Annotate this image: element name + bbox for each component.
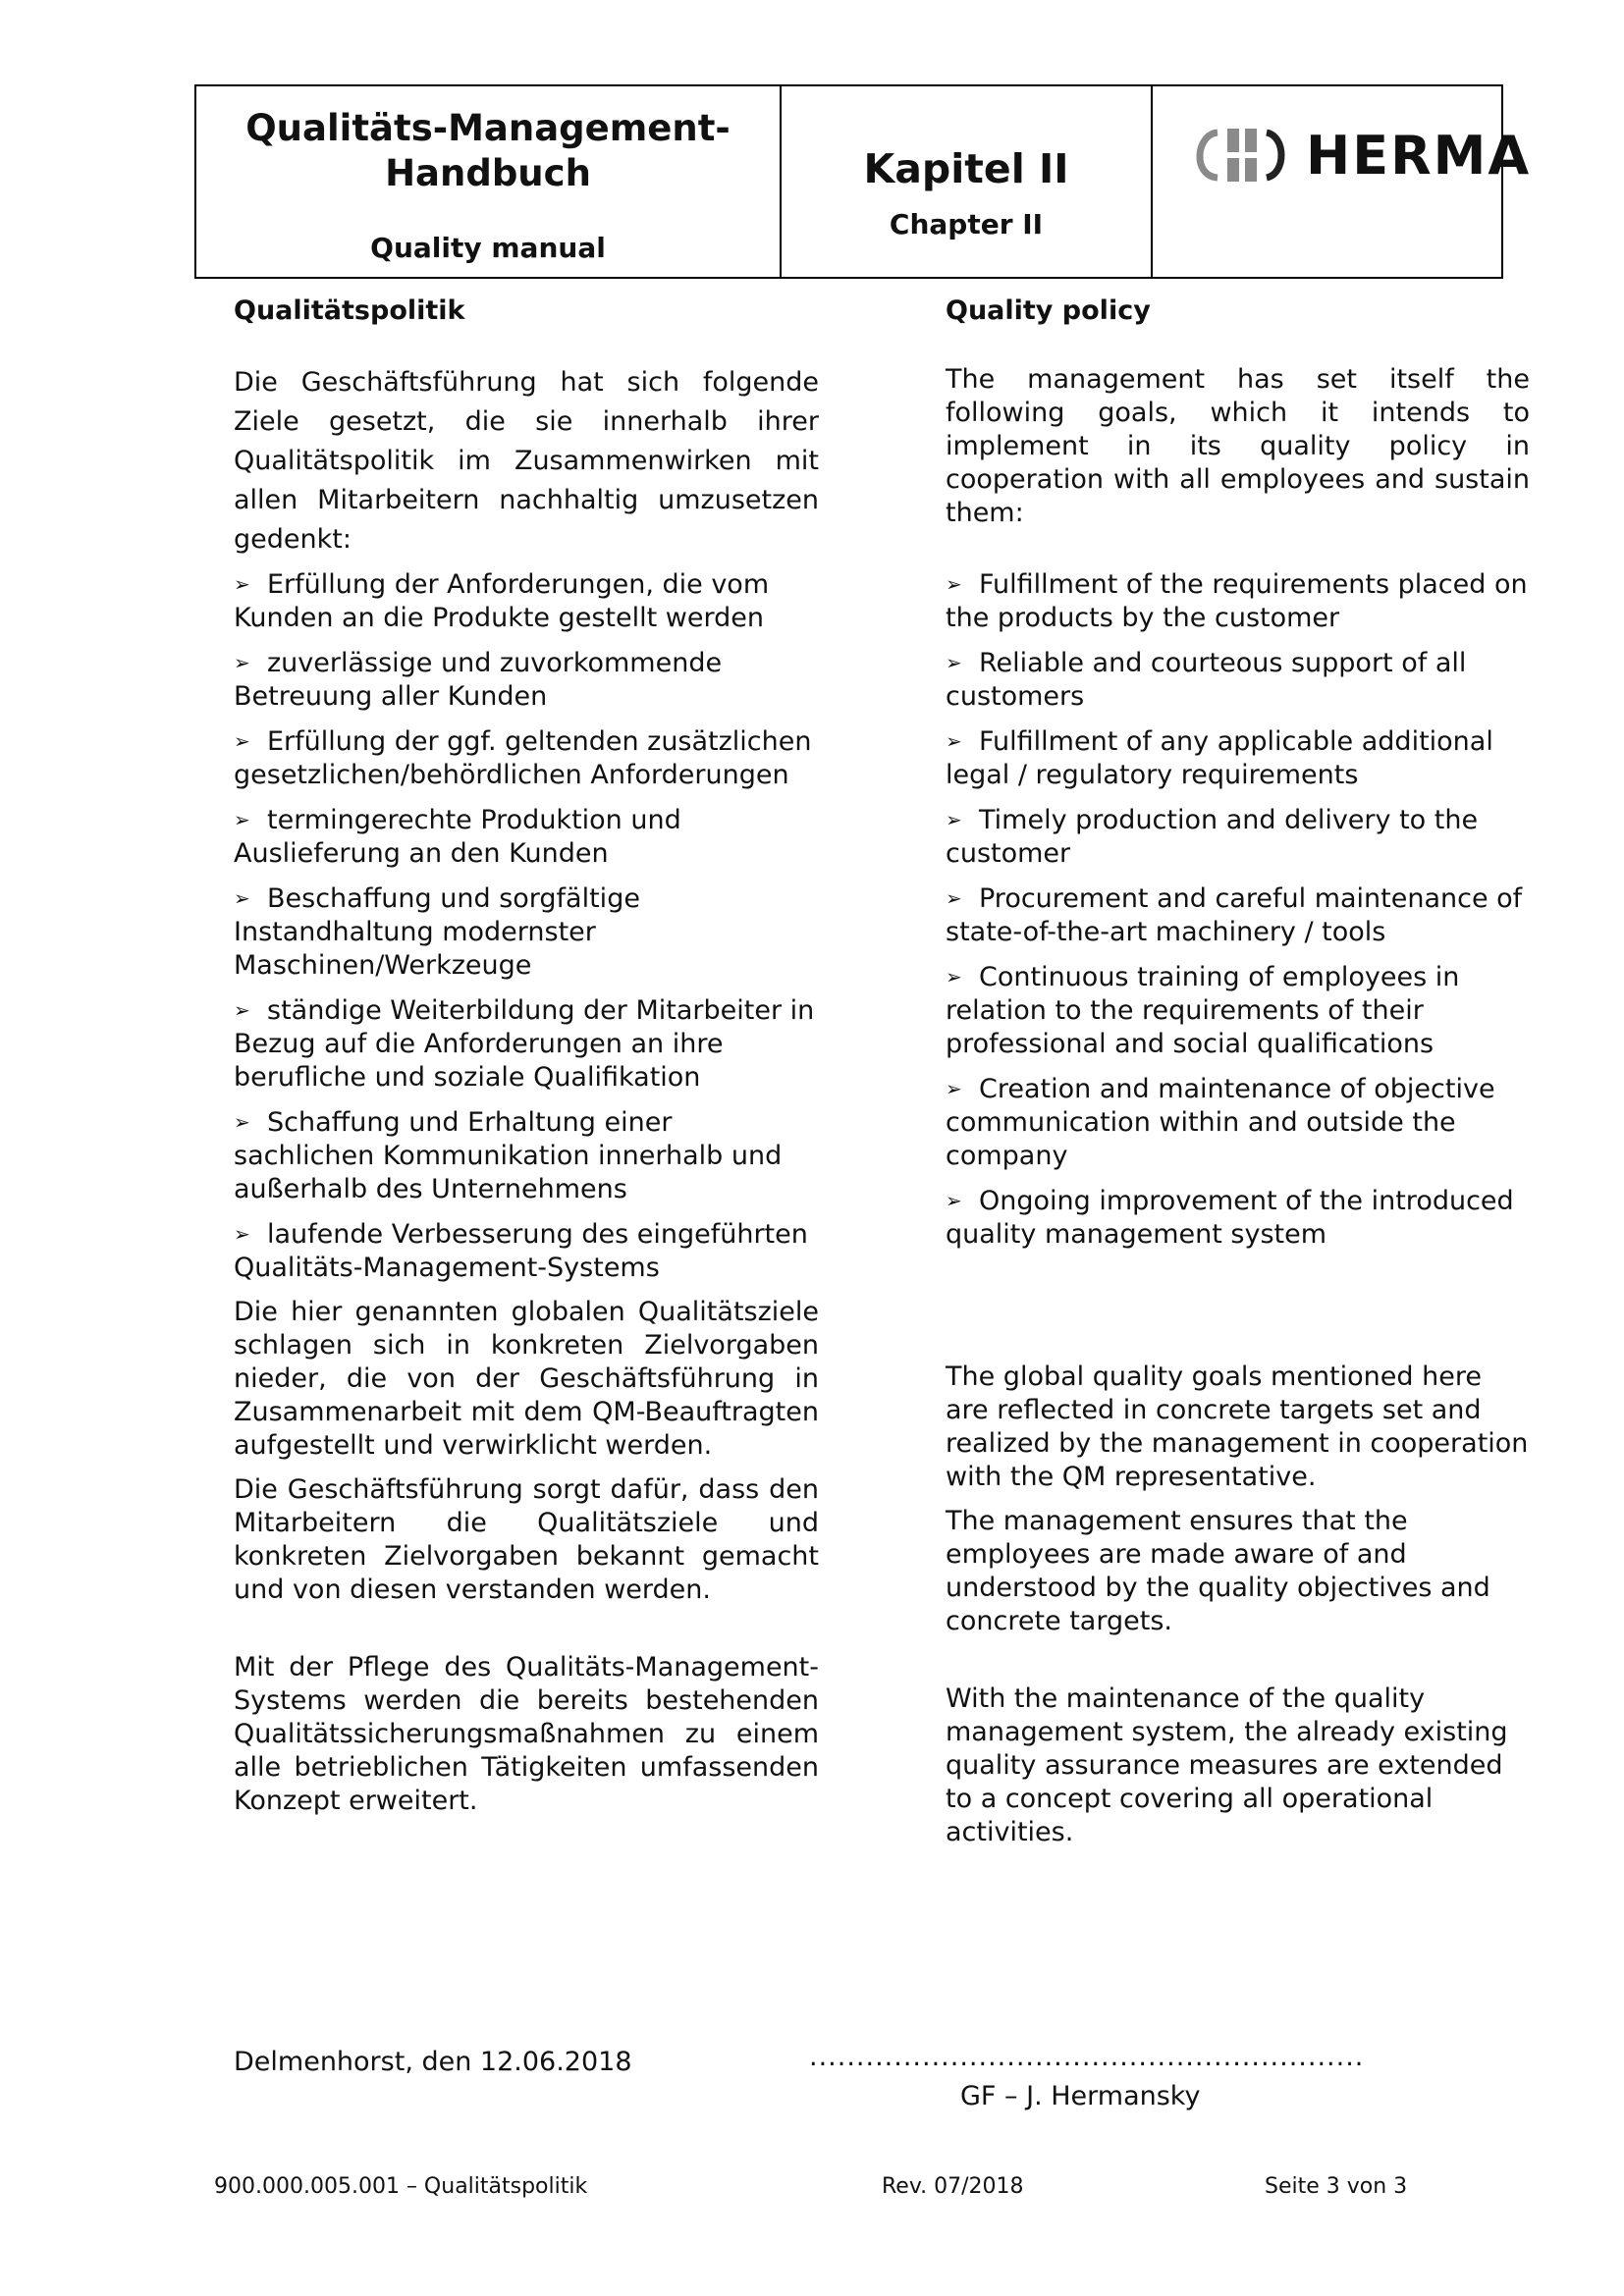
list-item: ➢ Schaffung und Erhaltung einer sachlichen Kommunikation innerhalb und außerhalb des Unternehmens: [234, 1107, 783, 1204]
footer-page-number: Seite 3 von 3: [1265, 2174, 1408, 2199]
german-intro: Die Geschäftsführung hat sich folgende Ziele gesetzt, die sie innerhalb ihrer Qualitätspolitik im Zusammenwirken mit allen Mitarbeitern nachhaltig umzusetzen gedenkt:: [234, 367, 819, 555]
chapter-title: Kapitel II: [863, 145, 1069, 192]
arrow-bullet-icon: ➢: [946, 808, 962, 831]
list-item: ➢ Ongoing improvement of the introduced quality management system: [946, 1186, 1514, 1250]
arrow-bullet-icon: ➢: [946, 572, 962, 596]
arrow-bullet-icon: ➢: [946, 729, 962, 753]
german-paragraph-1: Die hier genannten globalen Qualitätsziele schlagen sich in konkreten Zielvorgaben nieder, die von der Geschäftsführung in Zusammenarbeit mit dem QM-Beauftragten aufgestellt und verwirklicht werden.: [234, 1297, 819, 1461]
arrow-bullet-icon: ➢: [234, 572, 250, 596]
list-item: ➢ Fulfillment of the requirements placed on the products by the customer: [946, 569, 1528, 633]
herma-logo-text: HERMA: [1306, 124, 1532, 187]
arrow-bullet-icon: ➢: [946, 1077, 962, 1100]
arrow-bullet-icon: ➢: [234, 886, 250, 910]
arrow-bullet-icon: ➢: [234, 651, 250, 674]
arrow-bullet-icon: ➢: [234, 729, 250, 753]
english-heading: Quality policy: [946, 295, 1151, 326]
manual-subtitle: Quality manual: [370, 232, 606, 264]
document-header: [194, 84, 1532, 279]
german-heading: Qualitätspolitik: [234, 295, 465, 326]
manual-title-cell: [196, 86, 780, 277]
arrow-bullet-icon: ➢: [946, 965, 962, 988]
arrow-bullet-icon: ➢: [946, 886, 962, 910]
footer-document-id: 900.000.005.001 – Qualitätspolitik: [214, 2174, 588, 2199]
arrow-bullet-icon: ➢: [234, 808, 250, 831]
footer-revision: Rev. 07/2018: [882, 2174, 1024, 2199]
herma-logo-mark-icon: [1188, 121, 1296, 189]
english-closing-text: [946, 1361, 1530, 1849]
signatory-name: GF – J. Hermansky: [960, 2081, 1201, 2111]
list-item: ➢ Creation and maintenance of objective communication within and outside the company: [946, 1074, 1495, 1171]
german-closing-text: [234, 1296, 819, 1818]
german-paragraph-2: Die Geschäftsführung sorgt dafür, dass den Mitarbeitern die Qualitätsziele und konkreten Zielvorgaben bekannt gemacht und von diesen verstanden werden.: [234, 1474, 819, 1605]
english-column: [946, 294, 1530, 1847]
list-item: ➢ Procurement and careful maintenance of state-of-the-art machinery / tools: [946, 883, 1523, 947]
chapter-cell: [780, 86, 1151, 277]
english-paragraph-3: With the maintenance of the quality management system, the already existing quality assurance measures are extended to a concept covering all operational activities.: [946, 1683, 1508, 1847]
arrow-bullet-icon: ➢: [234, 998, 250, 1022]
english-paragraph-1: The global quality goals mentioned here are reflected in concrete targets set and realized by the management in cooperation with the QM representative.: [946, 1362, 1529, 1492]
english-goals-list: [946, 567, 1530, 1262]
list-item: ➢ Timely production and delivery to the customer: [946, 805, 1479, 869]
list-item: ➢ laufende Verbesserung des eingeführten Qualitäts-Management-Systems: [234, 1219, 808, 1283]
german-paragraph-3: Mit der Pflege des Qualitäts-Management-Systems werden die bereits bestehenden Qualitätssicherungsmaßnahmen zu einem alle betrieblichen Tätigkeiten umfassenden Konzept erweitert.: [234, 1652, 819, 1816]
english-intro: The management has set itself the following goals, which it intends to implement in its quality policy in cooperation with all employees and sustain them:: [946, 364, 1530, 528]
list-item: ➢ Continuous training of employees in relation to the requirements of their professional and social qualifications: [946, 962, 1460, 1059]
logo-cell: [1151, 86, 1532, 277]
german-column: [234, 294, 819, 1816]
arrow-bullet-icon: ➢: [234, 1110, 250, 1134]
place-and-date: Delmenhorst, den 12.06.2018: [234, 2047, 632, 2077]
list-item: ➢ Beschaffung und sorgfältige Instandhaltung modernster Maschinen/Werkzeuge: [234, 883, 640, 981]
herma-logo: [1188, 116, 1531, 194]
german-goals-list: [234, 567, 819, 1296]
arrow-bullet-icon: ➢: [946, 651, 962, 674]
arrow-bullet-icon: ➢: [946, 1189, 962, 1212]
list-item: ➢ termingerechte Produktion und Auslieferung an den Kunden: [234, 805, 681, 869]
list-item: ➢ Erfüllung der Anforderungen, die vom Kunden an die Produkte gestellt werden: [234, 569, 770, 633]
english-paragraph-2: The management ensures that the employees are made aware of and understood by the quality objectives and concrete targets.: [946, 1506, 1490, 1636]
list-item: ➢ Reliable and courteous support of all customers: [946, 648, 1467, 712]
list-item: ➢ Erfüllung der ggf. geltenden zusätzlichen gesetzlichen/behördlichen Anforderungen: [234, 726, 812, 790]
list-item: ➢ Fulfillment of any applicable additional legal / regulatory requirements: [946, 726, 1493, 790]
chapter-subtitle: Chapter II: [889, 208, 1044, 240]
list-item: ➢ ständige Weiterbildung der Mitarbeiter in Bezug auf die Anforderungen an ihre berufliche und soziale Qualifikation: [234, 995, 815, 1093]
arrow-bullet-icon: ➢: [234, 1222, 250, 1246]
list-item: ➢ zuverlässige und zuvorkommende Betreuung aller Kunden: [234, 648, 723, 712]
signature-line: ...........................................................: [809, 2042, 1365, 2072]
manual-title: Qualitäts-Management- Handbuch: [245, 107, 731, 194]
